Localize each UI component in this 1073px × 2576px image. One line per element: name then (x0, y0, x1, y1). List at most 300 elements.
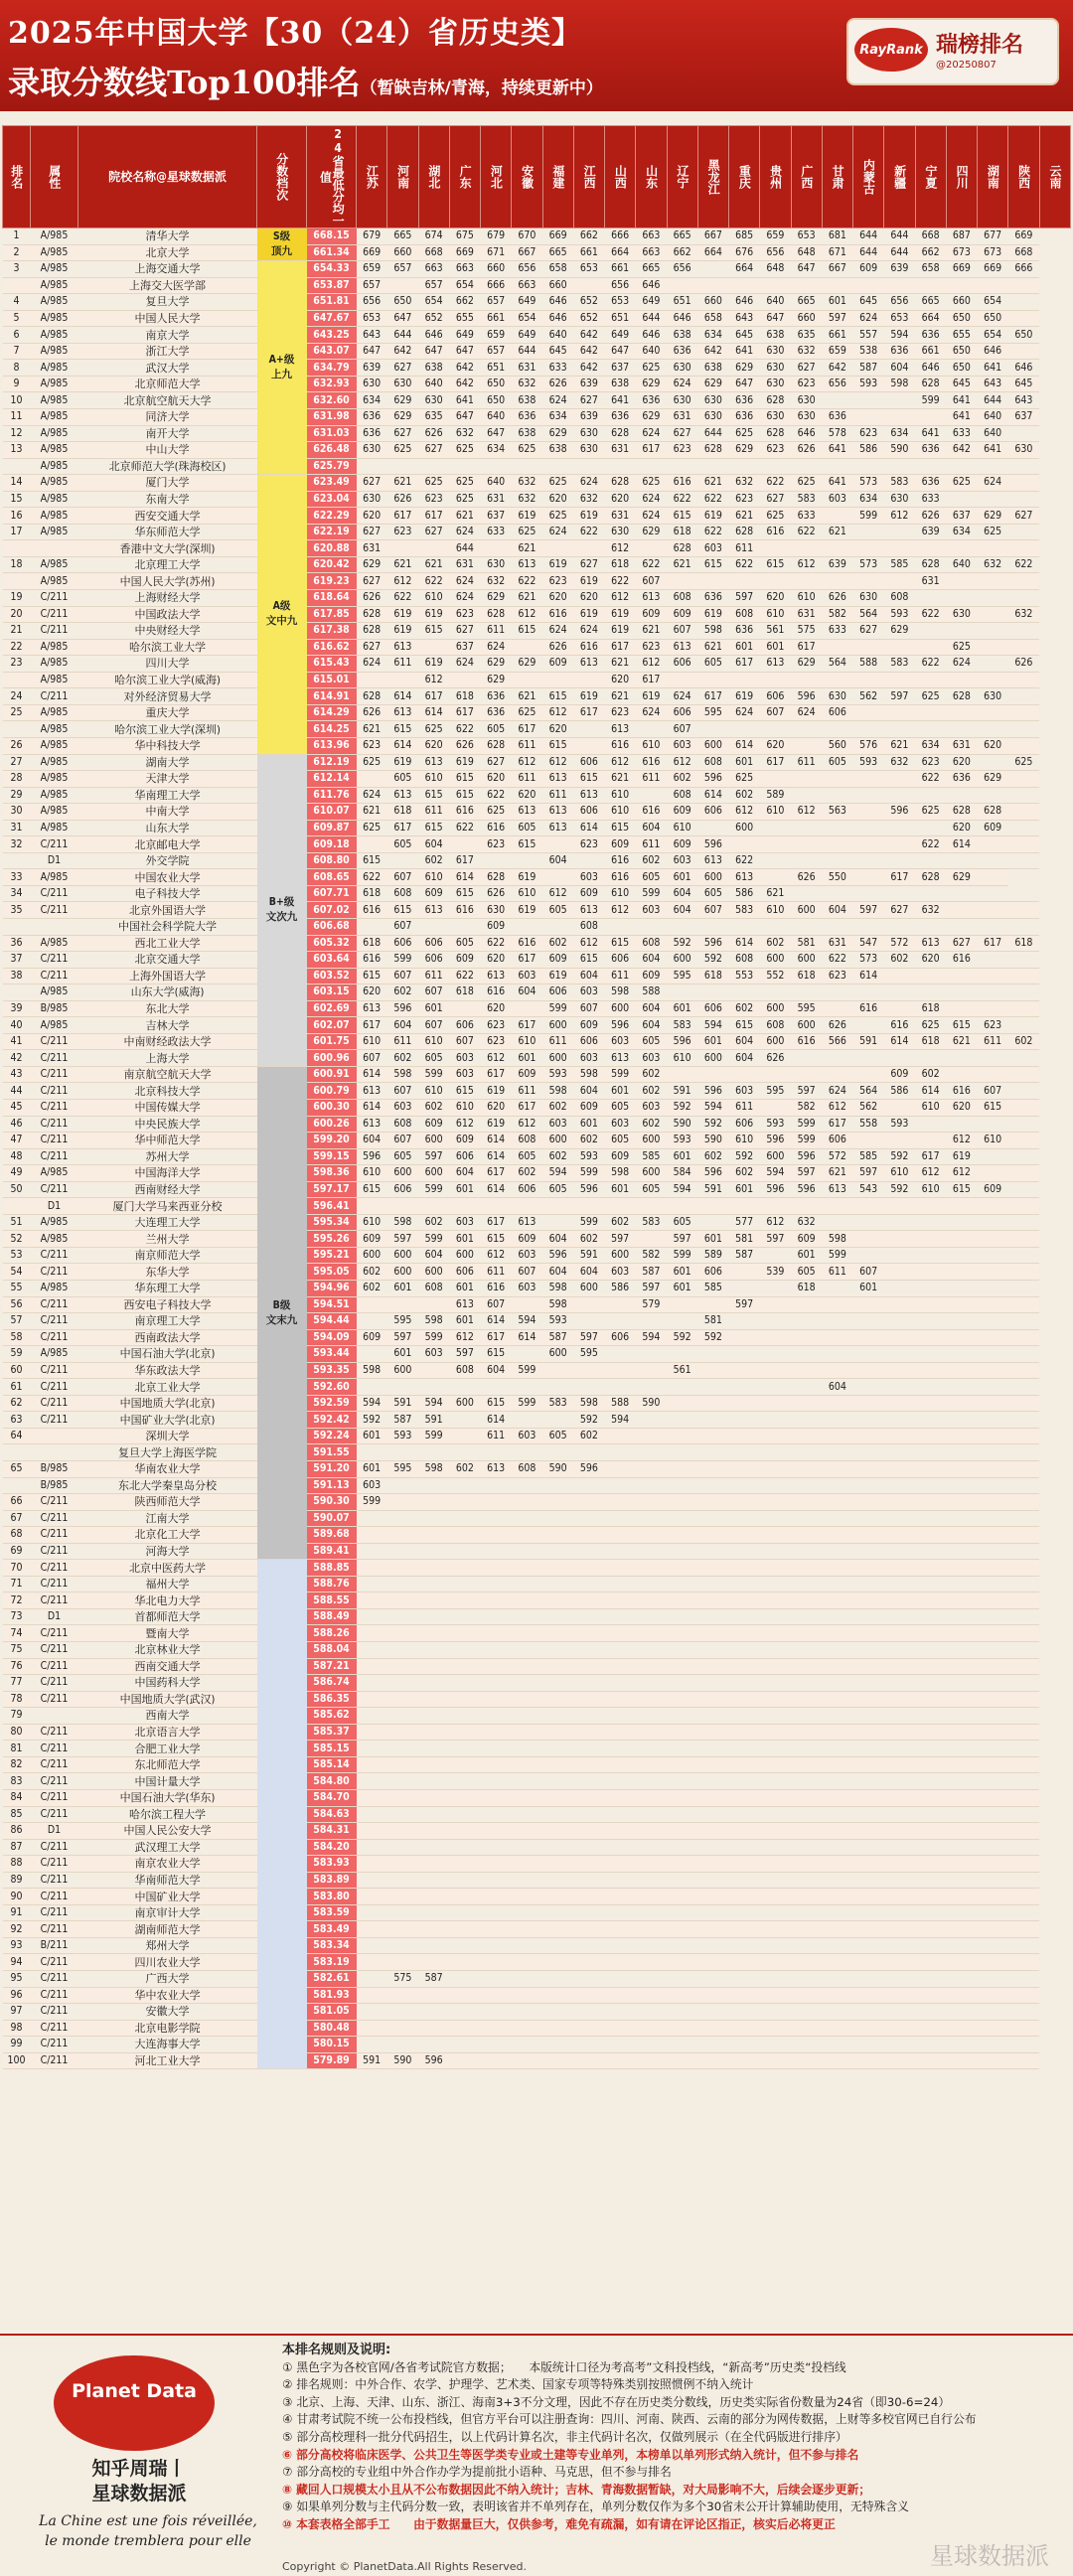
table-row (3, 836, 1071, 853)
province-score (636, 1904, 667, 1921)
province-score (822, 721, 852, 738)
school-name: 对外经济贸易大学 (78, 688, 257, 705)
province-score: 630 (357, 376, 387, 392)
province-score: 630 (1008, 442, 1039, 459)
province-score (760, 1296, 791, 1313)
province-score: 601 (822, 294, 852, 311)
province-score (387, 277, 418, 294)
province-score: 616 (636, 754, 667, 771)
province-score: 628 (946, 804, 977, 821)
province-score (729, 1281, 760, 1297)
province-score (605, 1592, 636, 1609)
attr-cell: A/985 (31, 327, 78, 344)
province-score (1008, 475, 1039, 492)
province-score: 606 (387, 935, 418, 952)
school-name: 湖南大学 (78, 754, 257, 771)
province-score (605, 1937, 636, 1954)
school-name: 上海大学 (78, 1050, 257, 1067)
rank-cell: 99 (3, 2037, 31, 2053)
province-score (449, 1608, 480, 1625)
province-score (1008, 672, 1039, 688)
province-score (915, 1346, 946, 1363)
province-score: 583 (542, 1395, 573, 1412)
attr-cell: A/985 (31, 294, 78, 311)
school-name: 哈尔滨工业大学 (78, 639, 257, 656)
planet-data-logo (54, 2355, 215, 2451)
province-score (760, 820, 791, 836)
province-score (636, 1756, 667, 1773)
province-score (605, 1658, 636, 1675)
province-score: 646 (636, 277, 667, 294)
province-score (884, 1477, 915, 1494)
province-score: 679 (481, 228, 512, 245)
province-score (387, 1527, 418, 1544)
province-score (636, 1872, 667, 1889)
province-score: 628 (946, 688, 977, 705)
province-score (667, 1494, 697, 1511)
province-score: 599 (418, 1329, 449, 1346)
province-score (884, 1773, 915, 1790)
province-score: 657 (357, 277, 387, 294)
province-score (573, 277, 604, 294)
avg-score: 588.55 (307, 1592, 357, 1609)
province-score (387, 672, 418, 688)
province-score: 625 (915, 688, 946, 705)
province-score (357, 1839, 387, 1856)
attr-cell: A/985 (31, 1165, 78, 1182)
brand-slogan (14, 2512, 282, 2551)
province-score (481, 1970, 512, 1987)
province-score (729, 1494, 760, 1511)
avg-score: 583.93 (307, 1856, 357, 1873)
province-score (822, 1625, 852, 1642)
province-score (357, 1970, 387, 1987)
province-score: 656 (357, 294, 387, 311)
province-score: 600 (791, 952, 822, 969)
attr-cell: C/211 (31, 1954, 78, 1971)
province-score (915, 820, 946, 836)
province-score (636, 1444, 667, 1461)
avg-score: 631.98 (307, 409, 357, 426)
attr-cell: A/985 (31, 704, 78, 721)
province-score: 610 (357, 1033, 387, 1050)
province-score (760, 1395, 791, 1412)
province-score: 616 (884, 1017, 915, 1034)
province-score: 601 (357, 1461, 387, 1478)
table-row (3, 968, 1071, 985)
province-score: 538 (853, 343, 884, 360)
brand-name-line: 星球数据派 (91, 2482, 187, 2504)
province-score (667, 1346, 697, 1363)
brand-slogan-line: le monde tremblera pour elle (45, 2532, 251, 2549)
province-score (822, 1543, 852, 1560)
province-score: 630 (791, 409, 822, 426)
province-score: 598 (542, 1083, 573, 1100)
avg-score: 608.80 (307, 852, 357, 869)
province-score (481, 1560, 512, 1577)
avg-score: 603.64 (307, 952, 357, 969)
province-score: 611 (481, 1264, 512, 1281)
province-score: 623 (760, 442, 791, 459)
province-score (697, 1477, 728, 1494)
province-score: 612 (946, 1133, 977, 1149)
province-score: 620 (605, 491, 636, 508)
avg-score: 586.35 (307, 1691, 357, 1708)
province-score (978, 672, 1008, 688)
province-score (729, 1461, 760, 1478)
province-score (978, 1050, 1008, 1067)
province-score (667, 1658, 697, 1675)
province-score: 621 (357, 721, 387, 738)
province-score (481, 1592, 512, 1609)
province-score (449, 1527, 480, 1544)
table-row (3, 985, 1071, 1001)
province-score: 632 (729, 475, 760, 492)
province-score (760, 1741, 791, 1757)
province-score: 592 (884, 1181, 915, 1198)
table-row (3, 1987, 1071, 2004)
province-score (729, 1560, 760, 1577)
province-score (573, 1823, 604, 1840)
province-score: 597 (760, 1231, 791, 1248)
province-score (542, 1576, 573, 1592)
province-score: 609 (605, 836, 636, 853)
province-score: 606 (449, 1264, 480, 1281)
province-score: 620 (481, 952, 512, 969)
province-score: 596 (418, 2052, 449, 2069)
province-score: 617 (481, 1165, 512, 1182)
avg-score: 585.62 (307, 1708, 357, 1725)
province-score (387, 1839, 418, 1856)
province-score: 658 (697, 310, 728, 327)
province-score (667, 1510, 697, 1527)
province-score (667, 1954, 697, 1971)
province-score (418, 1543, 449, 1560)
province-score: 623 (605, 704, 636, 721)
province-score (760, 1937, 791, 1954)
province-score: 601 (667, 1148, 697, 1165)
province-score: 640 (760, 294, 791, 311)
province-score: 661 (915, 343, 946, 360)
rank-cell: 63 (3, 1412, 31, 1429)
province-score (884, 2020, 915, 2037)
avg-score: 589.68 (307, 1527, 357, 1544)
province-score (481, 1954, 512, 1971)
table-row (3, 1543, 1071, 1560)
province-score: 620 (512, 787, 542, 804)
province-score (791, 1379, 822, 1396)
province-score: 668 (915, 228, 946, 245)
province-score: 662 (915, 244, 946, 261)
province-score (605, 1642, 636, 1659)
province-score: 613 (418, 754, 449, 771)
province-score (1008, 491, 1039, 508)
avg-score: 591.55 (307, 1444, 357, 1461)
province-score (884, 1642, 915, 1659)
province-score: 636 (481, 688, 512, 705)
province-score (418, 1675, 449, 1692)
school-name: 西南大学 (78, 1708, 257, 1725)
province-score (822, 1296, 852, 1313)
province-score: 629 (542, 425, 573, 442)
province-score (729, 1954, 760, 1971)
province-score: 618 (387, 804, 418, 821)
province-score (822, 458, 852, 475)
province-score: 564 (853, 1083, 884, 1100)
province-score (667, 2037, 697, 2053)
province-score (1008, 804, 1039, 821)
province-score: 596 (573, 1461, 604, 1478)
province-score (1008, 985, 1039, 1001)
table-row (3, 1181, 1071, 1198)
rank-cell: 75 (3, 1642, 31, 1659)
province-score (884, 985, 915, 1001)
province-score: 611 (542, 787, 573, 804)
province-score (1008, 1412, 1039, 1429)
province-score: 631 (791, 606, 822, 623)
province-score (853, 2037, 884, 2053)
avg-score: 601.75 (307, 1033, 357, 1050)
province-score: 610 (512, 885, 542, 902)
province-score: 632 (573, 491, 604, 508)
table-row (3, 885, 1071, 902)
province-score (884, 639, 915, 656)
province-score (636, 1806, 667, 1823)
avg-score: 612.19 (307, 754, 357, 771)
rule-item: ⑨ 如果单列分数与主代码分数一致，表明该省并不单列存在，单列分数仅作为多个30省未公开计算辅助使用，无特殊含义 (282, 2500, 909, 2514)
province-score: 628 (697, 442, 728, 459)
province-score (822, 392, 852, 409)
province-score: 656 (667, 261, 697, 278)
avg-score: 609.87 (307, 820, 357, 836)
province-score (791, 852, 822, 869)
province-score: 605 (791, 1264, 822, 1281)
province-score (791, 1839, 822, 1856)
province-score (791, 1625, 822, 1642)
rank-cell: 40 (3, 1017, 31, 1034)
province-score: 663 (449, 261, 480, 278)
province-score (884, 1560, 915, 1577)
province-score: 622 (573, 524, 604, 540)
rules-block (282, 2342, 1067, 2534)
province-score (729, 573, 760, 590)
province-score: 585 (636, 1148, 667, 1165)
school-name: 中南财经政法大学 (78, 1033, 257, 1050)
province-score (791, 787, 822, 804)
province-score: 644 (387, 327, 418, 344)
province-score: 594 (697, 1099, 728, 1116)
province-score (760, 1477, 791, 1494)
province-score: 593 (667, 1133, 697, 1149)
province-score (822, 885, 852, 902)
province-score (760, 721, 791, 738)
province-score (946, 1264, 977, 1281)
province-score (1008, 458, 1039, 475)
province-score (1008, 1231, 1039, 1248)
province-score (853, 1592, 884, 1609)
province-score: 582 (791, 1099, 822, 1116)
province-score (605, 2020, 636, 2037)
province-score (449, 1872, 480, 1889)
province-score: 590 (884, 442, 915, 459)
province-score (760, 1675, 791, 1692)
province-score: 665 (915, 294, 946, 311)
attr-cell: D1 (31, 1198, 78, 1215)
province-score (573, 1592, 604, 1609)
province-score (946, 902, 977, 919)
province-score (729, 1608, 760, 1625)
province-score (915, 277, 946, 294)
province-score: 630 (418, 392, 449, 409)
province-score (449, 918, 480, 935)
province-score: 625 (946, 639, 977, 656)
province-score: 587 (418, 1970, 449, 1987)
province-score (729, 1823, 760, 1840)
province-score: 629 (636, 409, 667, 426)
province-score (605, 1708, 636, 1725)
table-row (3, 1872, 1071, 1889)
province-score: 599 (512, 1362, 542, 1379)
table-row (3, 573, 1071, 590)
province-score (1008, 590, 1039, 607)
province-score (636, 1608, 667, 1625)
province-score (418, 1379, 449, 1396)
school-name: 西南政法大学 (78, 1329, 257, 1346)
province-score: 630 (573, 442, 604, 459)
province-score (822, 787, 852, 804)
province-score: 615 (418, 820, 449, 836)
table-row (3, 343, 1071, 360)
province-score: 605 (697, 656, 728, 673)
attr-cell: A/985 (31, 508, 78, 525)
province-score (884, 409, 915, 426)
province-score (884, 1691, 915, 1708)
province-score: 614 (481, 1313, 512, 1330)
province-score (729, 1066, 760, 1083)
province-score (605, 1741, 636, 1757)
footer (0, 2334, 1073, 2576)
province-score (697, 458, 728, 475)
logo-name: 瑞榜排名 (936, 33, 1024, 58)
attr-cell: A/985 (31, 1214, 78, 1231)
school-name: 四川大学 (78, 656, 257, 673)
province-score (357, 1889, 387, 1905)
province-score: 614 (387, 737, 418, 754)
province-score (853, 1379, 884, 1396)
province-score (481, 1823, 512, 1840)
province-score (512, 1970, 542, 1987)
province-score (946, 623, 977, 640)
province-score (978, 1806, 1008, 1823)
tier-label (257, 754, 307, 1066)
province-score: 615 (946, 1181, 977, 1198)
province-score: 602 (357, 1281, 387, 1297)
province-score (915, 1608, 946, 1625)
province-score: 637 (946, 508, 977, 525)
avg-score: 600.96 (307, 1050, 357, 1067)
province-score: 629 (387, 409, 418, 426)
province-score: 604 (542, 1231, 573, 1248)
province-score (853, 2020, 884, 2037)
province-score: 624 (636, 508, 667, 525)
avg-score: 600.79 (307, 1083, 357, 1100)
table-row (3, 1773, 1071, 1790)
province-score (667, 573, 697, 590)
province-score (884, 1000, 915, 1017)
province-score (449, 2052, 480, 2069)
school-name: 首都师范大学 (78, 1608, 257, 1625)
school-name: 河北工业大学 (78, 2052, 257, 2069)
province-score: 617 (512, 1017, 542, 1034)
attr-cell: C/211 (31, 1592, 78, 1609)
province-score: 609 (449, 952, 480, 969)
province-score (822, 1214, 852, 1231)
col-province: 湖北 (418, 126, 449, 228)
school-name: 河海大学 (78, 1543, 257, 1560)
province-score: 607 (387, 1133, 418, 1149)
province-score (946, 1592, 977, 1609)
province-score: 607 (357, 1050, 387, 1067)
province-score: 620 (357, 985, 387, 1001)
province-score: 614 (357, 1066, 387, 1083)
province-score: 620 (481, 1000, 512, 1017)
province-score: 642 (449, 376, 480, 392)
avg-score: 583.59 (307, 1904, 357, 1921)
province-score (853, 1444, 884, 1461)
province-score: 647 (449, 409, 480, 426)
province-score: 593 (387, 1428, 418, 1444)
province-score: 607 (697, 902, 728, 919)
avg-score: 594.51 (307, 1296, 357, 1313)
province-score: 607 (978, 1083, 1008, 1100)
col-province: 陕西 (1008, 126, 1039, 228)
province-score (853, 1576, 884, 1592)
province-score (512, 1412, 542, 1429)
table-row (3, 1362, 1071, 1379)
province-score (357, 1510, 387, 1527)
province-score (357, 1823, 387, 1840)
province-score (1008, 2037, 1039, 2053)
province-score (791, 1543, 822, 1560)
province-score: 596 (760, 1181, 791, 1198)
rank-cell: 61 (3, 1379, 31, 1396)
avg-score: 585.37 (307, 1724, 357, 1741)
province-score (853, 869, 884, 886)
province-score (946, 1560, 977, 1577)
province-score (1008, 1543, 1039, 1560)
province-score (791, 1691, 822, 1708)
province-score: 617 (387, 820, 418, 836)
school-name: 北京化工大学 (78, 1527, 257, 1544)
province-score (915, 1296, 946, 1313)
province-score: 591 (853, 1033, 884, 1050)
province-score: 639 (573, 376, 604, 392)
province-score (387, 1658, 418, 1675)
province-score: 667 (697, 228, 728, 245)
rank-cell: 86 (3, 1823, 31, 1840)
province-score (760, 1543, 791, 1560)
province-score: 600 (760, 1033, 791, 1050)
province-score: 628 (760, 425, 791, 442)
province-score: 615 (605, 820, 636, 836)
province-score: 627 (791, 360, 822, 377)
province-score: 625 (418, 721, 449, 738)
rank-cell (3, 1198, 31, 1215)
province-score (946, 1527, 977, 1544)
province-score (542, 1806, 573, 1823)
province-score (573, 1806, 604, 1823)
province-score: 624 (573, 623, 604, 640)
